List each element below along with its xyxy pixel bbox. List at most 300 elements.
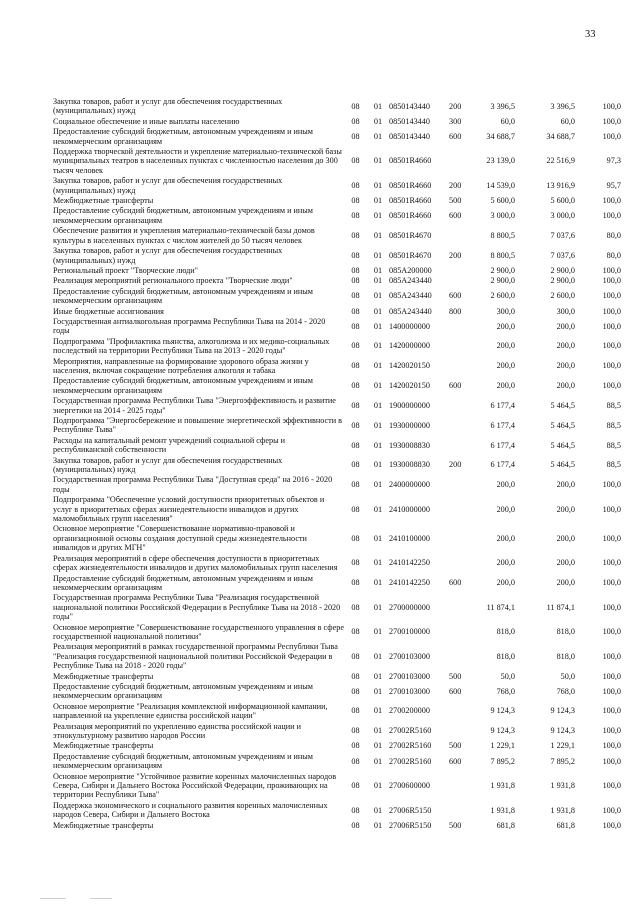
target-code-cell: 1930008830 bbox=[389, 460, 430, 470]
row-name-cell: Основное мероприятие "Устойчивое развитие коренных малочисленных народов Севера, Сибири и Дальнего Востока Российской Федерации, проживающих на территории Республики Тыва" bbox=[53, 771, 337, 800]
expense-type-cell: 500 bbox=[449, 820, 462, 830]
expense-type-cell bbox=[449, 266, 471, 276]
row-name-cell: Закупка товаров, работ и услуг для обеспечения государственных (муниципальных) нужд bbox=[53, 246, 283, 265]
percent-cell: 100,0 bbox=[602, 820, 621, 830]
table-row bbox=[53, 396, 621, 416]
percent-cell: 97,3 bbox=[606, 156, 621, 166]
expense-type-cell: 500 bbox=[449, 671, 462, 681]
expense-type-cell: 300 bbox=[449, 116, 462, 126]
page-number: 33 bbox=[585, 29, 596, 40]
razdel-cell: 08 bbox=[351, 196, 360, 206]
row-name-cell: Основное мероприятие "Совершенствование государственного управления в сфере государственной национальной политики" bbox=[53, 622, 344, 641]
expense-type-cell: 200 bbox=[449, 250, 462, 260]
row-name-cell: Предоставление субсидий бюджетным, автономным учреждениям и иным некоммерческим организациям bbox=[53, 751, 313, 771]
podrazdel-cell: 01 bbox=[373, 291, 383, 301]
row-name-cell: Расходы на капитальный ремонт учреждений социальной сферы и республиканской собственности bbox=[53, 435, 285, 455]
expense-type-cell: 200 bbox=[449, 460, 462, 470]
planned-amount-cell: 2 600,0 bbox=[490, 291, 515, 301]
table-row bbox=[53, 317, 621, 337]
podrazdel-cell: 01 bbox=[373, 101, 383, 111]
expense-type-cell: 500 bbox=[449, 196, 462, 206]
razdel-cell: 08 bbox=[351, 306, 360, 316]
podrazdel-cell: 01 bbox=[373, 341, 383, 351]
expense-type-cell bbox=[449, 623, 471, 643]
percent-cell: 100,0 bbox=[602, 131, 621, 141]
expense-type-cell bbox=[449, 554, 471, 574]
row-name-cell: Реализация мероприятий в сфере обеспечения доступности в приоритетных сферах жизнедеятельности инвалидов и других маломобильных групп населения bbox=[53, 553, 338, 573]
razdel-cell: 08 bbox=[351, 381, 360, 391]
razdel-cell: 08 bbox=[351, 533, 360, 543]
percent-cell: 100,0 bbox=[602, 686, 621, 696]
percent-cell: 88,5 bbox=[606, 460, 621, 470]
percent-cell: 100,0 bbox=[602, 726, 621, 736]
planned-amount-cell: 6 177,4 bbox=[490, 420, 515, 430]
target-code-cell: 27002R5160 bbox=[389, 756, 432, 766]
table-row bbox=[53, 337, 621, 357]
row-name-cell: Закупка товаров, работ и услуг для обеспечения государственных (муниципальных) нужд bbox=[53, 176, 283, 195]
podrazdel-cell: 01 bbox=[373, 558, 383, 568]
row-name-cell: Закупка товаров, работ и услуг для обеспечения государственных (муниципальных) нужд bbox=[53, 97, 283, 116]
table-row bbox=[53, 702, 621, 722]
actual-amount-cell: 5 464,5 bbox=[550, 440, 575, 450]
percent-cell: 100,0 bbox=[602, 602, 621, 612]
podrazdel-cell: 01 bbox=[373, 602, 383, 612]
actual-amount-cell: 1 931,8 bbox=[550, 781, 575, 791]
target-code-cell: 1930000000 bbox=[389, 420, 430, 430]
expense-type-cell: 600 bbox=[449, 578, 462, 588]
expense-type-cell bbox=[449, 524, 471, 553]
actual-amount-cell: 3 396,5 bbox=[550, 101, 575, 111]
podrazdel-cell: 01 bbox=[373, 504, 383, 514]
podrazdel-cell: 01 bbox=[373, 180, 383, 190]
planned-amount-cell: 200,0 bbox=[496, 361, 515, 371]
planned-amount-cell: 200,0 bbox=[496, 381, 515, 391]
table-row bbox=[53, 801, 621, 821]
row-name-cell: Государственная программа Республики Тыва "Реализация государственной национальной политики Российской Федерации в Республике Тыва на 2018 - 2020 годы" bbox=[53, 593, 341, 622]
podrazdel-cell: 01 bbox=[373, 156, 383, 166]
planned-amount-cell: 3 396,5 bbox=[490, 101, 515, 111]
razdel-cell: 08 bbox=[351, 480, 360, 490]
planned-amount-cell: 200,0 bbox=[496, 321, 515, 331]
actual-amount-cell: 818,0 bbox=[556, 651, 575, 661]
target-code-cell: 1420020150 bbox=[389, 361, 430, 371]
row-name-cell: Реализация мероприятий по укреплению единства российской нации и этнокультурному развитию народов России bbox=[53, 721, 301, 740]
budget-table-body bbox=[53, 97, 621, 831]
razdel-cell: 08 bbox=[351, 420, 360, 430]
target-code-cell: 085A200000 bbox=[389, 265, 432, 275]
table-row bbox=[53, 821, 621, 831]
planned-amount-cell: 2 900,0 bbox=[490, 276, 515, 286]
footer-mark bbox=[90, 898, 112, 899]
target-code-cell: 08501R4660 bbox=[389, 196, 432, 206]
table-row bbox=[53, 176, 621, 196]
podrazdel-cell: 01 bbox=[373, 480, 383, 490]
percent-cell: 88,5 bbox=[606, 440, 621, 450]
target-code-cell: 08501R4670 bbox=[389, 230, 432, 240]
percent-cell: 100,0 bbox=[602, 291, 621, 301]
row-name-cell: Социальное обеспечение и иные выплаты населению bbox=[53, 116, 240, 126]
actual-amount-cell: 13 916,9 bbox=[546, 180, 575, 190]
expense-type-cell bbox=[449, 593, 471, 622]
expense-type-cell: 600 bbox=[449, 686, 462, 696]
planned-amount-cell: 5 600,0 bbox=[490, 196, 515, 206]
actual-amount-cell: 9 124,3 bbox=[550, 726, 575, 736]
table-row bbox=[53, 682, 621, 702]
planned-amount-cell: 200,0 bbox=[496, 504, 515, 514]
razdel-cell: 08 bbox=[351, 276, 360, 286]
actual-amount-cell: 34 688,7 bbox=[546, 131, 575, 141]
actual-amount-cell: 200,0 bbox=[556, 480, 575, 490]
row-name-cell: Подпрограмма "Энергосбережение и повышение энергетической эффективности в Республике Тыва" bbox=[53, 416, 343, 435]
actual-amount-cell: 7 895,2 bbox=[550, 756, 575, 766]
razdel-cell: 08 bbox=[351, 131, 360, 141]
planned-amount-cell: 7 895,2 bbox=[490, 756, 515, 766]
target-code-cell: 1900000000 bbox=[389, 400, 430, 410]
budget-table bbox=[53, 97, 621, 831]
expense-type-cell bbox=[449, 436, 471, 456]
table-row bbox=[53, 97, 621, 117]
actual-amount-cell: 681,8 bbox=[556, 820, 575, 830]
percent-cell: 88,5 bbox=[606, 400, 621, 410]
actual-amount-cell: 1 229,1 bbox=[550, 741, 575, 751]
planned-amount-cell: 8 800,5 bbox=[490, 230, 515, 240]
actual-amount-cell: 2 900,0 bbox=[550, 265, 575, 275]
expense-type-cell bbox=[449, 276, 471, 286]
podrazdel-cell: 01 bbox=[373, 706, 383, 716]
expense-type-cell bbox=[449, 642, 471, 671]
percent-cell: 100,0 bbox=[602, 706, 621, 716]
expense-type-cell bbox=[449, 317, 471, 337]
expense-type-cell bbox=[449, 801, 471, 821]
expense-type-cell bbox=[449, 357, 471, 377]
table-row bbox=[53, 593, 621, 622]
planned-amount-cell: 200,0 bbox=[496, 341, 515, 351]
planned-amount-cell: 9 124,3 bbox=[490, 726, 515, 736]
razdel-cell: 08 bbox=[351, 741, 360, 751]
percent-cell: 100,0 bbox=[602, 504, 621, 514]
percent-cell: 100,0 bbox=[602, 265, 621, 275]
table-row bbox=[53, 117, 621, 127]
planned-amount-cell: 14 539,0 bbox=[486, 180, 515, 190]
planned-amount-cell: 6 177,4 bbox=[490, 440, 515, 450]
row-name-cell: Предоставление субсидий бюджетным, автономным учреждениям и иным некоммерческим организациям bbox=[53, 573, 313, 592]
actual-amount-cell: 300,0 bbox=[556, 306, 575, 316]
table-row bbox=[53, 574, 621, 594]
table-row bbox=[53, 752, 621, 772]
target-code-cell: 2410100000 bbox=[389, 533, 430, 543]
podrazdel-cell: 01 bbox=[373, 440, 383, 450]
expense-type-cell: 600 bbox=[449, 381, 462, 391]
table-row bbox=[53, 722, 621, 742]
actual-amount-cell: 60,0 bbox=[560, 116, 575, 126]
table-row bbox=[53, 376, 621, 396]
actual-amount-cell: 22 516,9 bbox=[546, 156, 575, 166]
podrazdel-cell: 01 bbox=[373, 651, 383, 661]
podrazdel-cell: 01 bbox=[373, 361, 383, 371]
actual-amount-cell: 1 931,8 bbox=[550, 805, 575, 815]
row-name-cell: Государственная программа Республики Тыва "Доступная среда" на 2016 - 2020 годы bbox=[53, 475, 333, 494]
target-code-cell: 0850143440 bbox=[389, 131, 430, 141]
podrazdel-cell: 01 bbox=[373, 460, 383, 470]
podrazdel-cell: 01 bbox=[373, 820, 383, 830]
razdel-cell: 08 bbox=[351, 250, 360, 260]
row-name-cell: Региональный проект "Творческие люди" bbox=[53, 265, 198, 275]
expense-type-cell bbox=[449, 396, 471, 416]
target-code-cell: 1420000000 bbox=[389, 341, 430, 351]
planned-amount-cell: 8 800,5 bbox=[490, 250, 515, 260]
podrazdel-cell: 01 bbox=[373, 211, 383, 221]
target-code-cell: 2700600000 bbox=[389, 781, 430, 791]
row-name-cell: Межбюджетные трансферты bbox=[53, 741, 154, 751]
razdel-cell: 08 bbox=[351, 361, 360, 371]
planned-amount-cell: 1 931,8 bbox=[490, 781, 515, 791]
planned-amount-cell: 11 874,1 bbox=[486, 602, 515, 612]
planned-amount-cell: 9 124,3 bbox=[490, 706, 515, 716]
target-code-cell: 08501R4660 bbox=[389, 180, 432, 190]
row-name-cell: Поддержка творческой деятельности и укрепление материально-технической базы муниципальных театров в населенных пунктах с численностью населения до 300 тысяч человек bbox=[53, 147, 342, 175]
planned-amount-cell: 1 229,1 bbox=[490, 741, 515, 751]
row-name-cell: Мероприятия, направленные на формирование здорового образа жизни у населения, включая сокращение потребления алкоголя и табака bbox=[53, 356, 309, 375]
target-code-cell: 085A243440 bbox=[389, 291, 432, 301]
percent-cell: 100,0 bbox=[602, 671, 621, 681]
table-row bbox=[53, 456, 621, 476]
table-row bbox=[53, 495, 621, 524]
row-name-cell: Реализация мероприятий в рамках государственной программы Республики Тыва "Реализация государственной национальной политики Российской Федерации в Республике Тыва на 2018 - 2020 годы" bbox=[53, 642, 338, 671]
planned-amount-cell: 200,0 bbox=[496, 533, 515, 543]
podrazdel-cell: 01 bbox=[373, 741, 383, 751]
podrazdel-cell: 01 bbox=[373, 250, 383, 260]
table-row bbox=[53, 642, 621, 671]
podrazdel-cell: 01 bbox=[373, 131, 383, 141]
planned-amount-cell: 300,0 bbox=[496, 306, 515, 316]
percent-cell: 100,0 bbox=[602, 756, 621, 766]
actual-amount-cell: 200,0 bbox=[556, 533, 575, 543]
row-name-cell: Основное мероприятие "Совершенствование нормативно-правовой и организационной основы создания доступной среды жизнедеятельности инвалидов и других МГН" bbox=[53, 524, 307, 553]
target-code-cell: 0850143440 bbox=[389, 101, 430, 111]
table-row bbox=[53, 226, 621, 246]
razdel-cell: 08 bbox=[351, 781, 360, 791]
table-row bbox=[53, 276, 621, 286]
percent-cell: 100,0 bbox=[602, 306, 621, 316]
percent-cell: 100,0 bbox=[602, 805, 621, 815]
actual-amount-cell: 9 124,3 bbox=[550, 706, 575, 716]
razdel-cell: 08 bbox=[351, 400, 360, 410]
podrazdel-cell: 01 bbox=[373, 321, 383, 331]
target-code-cell: 2410142250 bbox=[389, 558, 430, 568]
target-code-cell: 2700200000 bbox=[389, 706, 430, 716]
table-row bbox=[53, 623, 621, 643]
razdel-cell: 08 bbox=[351, 671, 360, 681]
row-name-cell: Межбюджетные трансферты bbox=[53, 196, 154, 206]
planned-amount-cell: 768,0 bbox=[496, 686, 515, 696]
row-name-cell: Предоставление субсидий бюджетным, автономным учреждениям и иным некоммерческим организациям bbox=[53, 206, 313, 225]
percent-cell: 100,0 bbox=[602, 341, 621, 351]
percent-cell: 100,0 bbox=[602, 211, 621, 221]
target-code-cell: 2410142250 bbox=[389, 578, 430, 588]
podrazdel-cell: 01 bbox=[373, 420, 383, 430]
podrazdel-cell: 01 bbox=[373, 533, 383, 543]
row-name-cell: Подпрограмма "Обеспечение условий доступности приоритетных объектов и услуг в приоритетных сферах жизнедеятельности инвалидов и других маломобильных групп населения" bbox=[53, 495, 325, 524]
razdel-cell: 08 bbox=[351, 651, 360, 661]
razdel-cell: 08 bbox=[351, 460, 360, 470]
expense-type-cell: 600 bbox=[449, 131, 462, 141]
planned-amount-cell: 200,0 bbox=[496, 558, 515, 568]
expense-type-cell: 600 bbox=[449, 291, 462, 301]
expense-type-cell bbox=[449, 475, 471, 495]
percent-cell: 95,7 bbox=[606, 180, 621, 190]
expense-type-cell: 600 bbox=[449, 211, 462, 221]
actual-amount-cell: 50,0 bbox=[560, 671, 575, 681]
razdel-cell: 08 bbox=[351, 101, 360, 111]
target-code-cell: 1930008830 bbox=[389, 440, 430, 450]
actual-amount-cell: 200,0 bbox=[556, 361, 575, 371]
expense-type-cell: 500 bbox=[449, 741, 462, 751]
target-code-cell: 27006R5150 bbox=[389, 820, 432, 830]
target-code-cell: 2700103000 bbox=[389, 671, 430, 681]
planned-amount-cell: 60,0 bbox=[500, 116, 515, 126]
actual-amount-cell: 5 464,5 bbox=[550, 420, 575, 430]
percent-cell: 100,0 bbox=[602, 480, 621, 490]
planned-amount-cell: 200,0 bbox=[496, 578, 515, 588]
row-name-cell: Межбюджетные трансферты bbox=[53, 671, 154, 681]
actual-amount-cell: 200,0 bbox=[556, 578, 575, 588]
planned-amount-cell: 2 900,0 bbox=[490, 265, 515, 275]
planned-amount-cell: 818,0 bbox=[496, 651, 515, 661]
expense-type-cell bbox=[449, 702, 471, 722]
target-code-cell: 08501R4670 bbox=[389, 250, 432, 260]
razdel-cell: 08 bbox=[351, 291, 360, 301]
expense-type-cell bbox=[449, 226, 471, 246]
target-code-cell: 2700103000 bbox=[389, 651, 430, 661]
percent-cell: 100,0 bbox=[602, 781, 621, 791]
podrazdel-cell: 01 bbox=[373, 230, 383, 240]
percent-cell: 100,0 bbox=[602, 651, 621, 661]
row-name-cell: Предоставление субсидий бюджетным, автономным учреждениям и иным некоммерческим организациям bbox=[53, 376, 313, 395]
row-name-cell: Предоставление субсидий бюджетным, автономным учреждениям и иным некоммерческим организациям bbox=[53, 681, 313, 701]
target-code-cell: 1420020150 bbox=[389, 381, 430, 391]
percent-cell: 100,0 bbox=[602, 741, 621, 751]
percent-cell: 100,0 bbox=[602, 101, 621, 111]
target-code-cell: 0850143440 bbox=[389, 116, 430, 126]
razdel-cell: 08 bbox=[351, 602, 360, 612]
razdel-cell: 08 bbox=[351, 820, 360, 830]
target-code-cell: 2410000000 bbox=[389, 504, 430, 514]
expense-type-cell: 600 bbox=[449, 756, 462, 766]
razdel-cell: 08 bbox=[351, 578, 360, 588]
podrazdel-cell: 01 bbox=[373, 381, 383, 391]
target-code-cell: 2700000000 bbox=[389, 602, 430, 612]
planned-amount-cell: 6 177,4 bbox=[490, 400, 515, 410]
table-row bbox=[53, 196, 621, 206]
row-name-cell: Предоставление субсидий бюджетным, автономным учреждениям и иным некоммерческим организациям bbox=[53, 286, 313, 306]
table-row bbox=[53, 772, 621, 801]
percent-cell: 100,0 bbox=[602, 276, 621, 286]
expense-type-cell bbox=[449, 416, 471, 436]
podrazdel-cell: 01 bbox=[373, 265, 383, 275]
percent-cell: 100,0 bbox=[602, 361, 621, 371]
razdel-cell: 08 bbox=[351, 211, 360, 221]
percent-cell: 100,0 bbox=[602, 381, 621, 391]
planned-amount-cell: 681,8 bbox=[496, 820, 515, 830]
razdel-cell: 08 bbox=[351, 230, 360, 240]
razdel-cell: 08 bbox=[351, 440, 360, 450]
actual-amount-cell: 7 037,6 bbox=[550, 230, 575, 240]
row-name-cell: Предоставление субсидий бюджетным, автономным учреждениям и иным некоммерческим организациям bbox=[53, 127, 313, 146]
actual-amount-cell: 11 874,1 bbox=[546, 602, 575, 612]
table-row bbox=[53, 672, 621, 682]
razdel-cell: 08 bbox=[351, 726, 360, 736]
podrazdel-cell: 01 bbox=[373, 671, 383, 681]
actual-amount-cell: 7 037,6 bbox=[550, 250, 575, 260]
row-name-cell: Основное мероприятие "Реализация комплексной информационной кампании, направленной на укрепление единства российской нации" bbox=[53, 701, 328, 721]
percent-cell: 100,0 bbox=[602, 196, 621, 206]
target-code-cell: 2700103000 bbox=[389, 686, 430, 696]
row-name-cell: Межбюджетные трансферты bbox=[53, 820, 154, 830]
podrazdel-cell: 01 bbox=[373, 627, 383, 637]
expense-type-cell bbox=[449, 337, 471, 357]
actual-amount-cell: 5 464,5 bbox=[550, 400, 575, 410]
actual-amount-cell: 200,0 bbox=[556, 504, 575, 514]
target-code-cell: 08501R4660 bbox=[389, 211, 432, 221]
table-row bbox=[53, 127, 621, 147]
expense-type-cell bbox=[449, 147, 471, 176]
target-code-cell: 08501R4660 bbox=[389, 156, 432, 166]
target-code-cell: 27002R5160 bbox=[389, 726, 432, 736]
podrazdel-cell: 01 bbox=[373, 578, 383, 588]
podrazdel-cell: 01 bbox=[373, 781, 383, 791]
podrazdel-cell: 01 bbox=[373, 400, 383, 410]
podrazdel-cell: 01 bbox=[373, 306, 383, 316]
percent-cell: 88,5 bbox=[606, 420, 621, 430]
razdel-cell: 08 bbox=[351, 116, 360, 126]
table-row bbox=[53, 287, 621, 307]
podrazdel-cell: 01 bbox=[373, 805, 383, 815]
actual-amount-cell: 3 000,0 bbox=[550, 211, 575, 221]
razdel-cell: 08 bbox=[351, 321, 360, 331]
razdel-cell: 08 bbox=[351, 180, 360, 190]
expense-type-cell bbox=[449, 772, 471, 801]
percent-cell: 100,0 bbox=[602, 578, 621, 588]
podrazdel-cell: 01 bbox=[373, 756, 383, 766]
razdel-cell: 08 bbox=[351, 558, 360, 568]
actual-amount-cell: 200,0 bbox=[556, 321, 575, 331]
actual-amount-cell: 768,0 bbox=[556, 686, 575, 696]
razdel-cell: 08 bbox=[351, 627, 360, 637]
row-name-cell: Государственная антиалкогольная программа Республики Тыва на 2014 - 2020 годы bbox=[53, 316, 326, 336]
percent-cell: 100,0 bbox=[602, 321, 621, 331]
razdel-cell: 08 bbox=[351, 756, 360, 766]
table-row bbox=[53, 524, 621, 553]
table-row bbox=[53, 554, 621, 574]
expense-type-cell: 200 bbox=[449, 101, 462, 111]
actual-amount-cell: 200,0 bbox=[556, 341, 575, 351]
planned-amount-cell: 1 931,8 bbox=[490, 805, 515, 815]
table-row bbox=[53, 246, 621, 266]
table-row bbox=[53, 741, 621, 751]
percent-cell: 80,0 bbox=[606, 250, 621, 260]
planned-amount-cell: 34 688,7 bbox=[486, 131, 515, 141]
actual-amount-cell: 2 900,0 bbox=[550, 276, 575, 286]
razdel-cell: 08 bbox=[351, 686, 360, 696]
row-name-cell: Подпрограмма "Профилактика пьянства, алкоголизма и их медико-социальных последствий на территории Республики Тыва на 2013 - 2020 годы" bbox=[53, 336, 330, 356]
actual-amount-cell: 200,0 bbox=[556, 558, 575, 568]
percent-cell: 100,0 bbox=[602, 558, 621, 568]
percent-cell: 100,0 bbox=[602, 533, 621, 543]
table-row bbox=[53, 147, 621, 176]
table-row bbox=[53, 266, 621, 276]
planned-amount-cell: 50,0 bbox=[500, 671, 515, 681]
target-code-cell: 27006R5150 bbox=[389, 805, 432, 815]
